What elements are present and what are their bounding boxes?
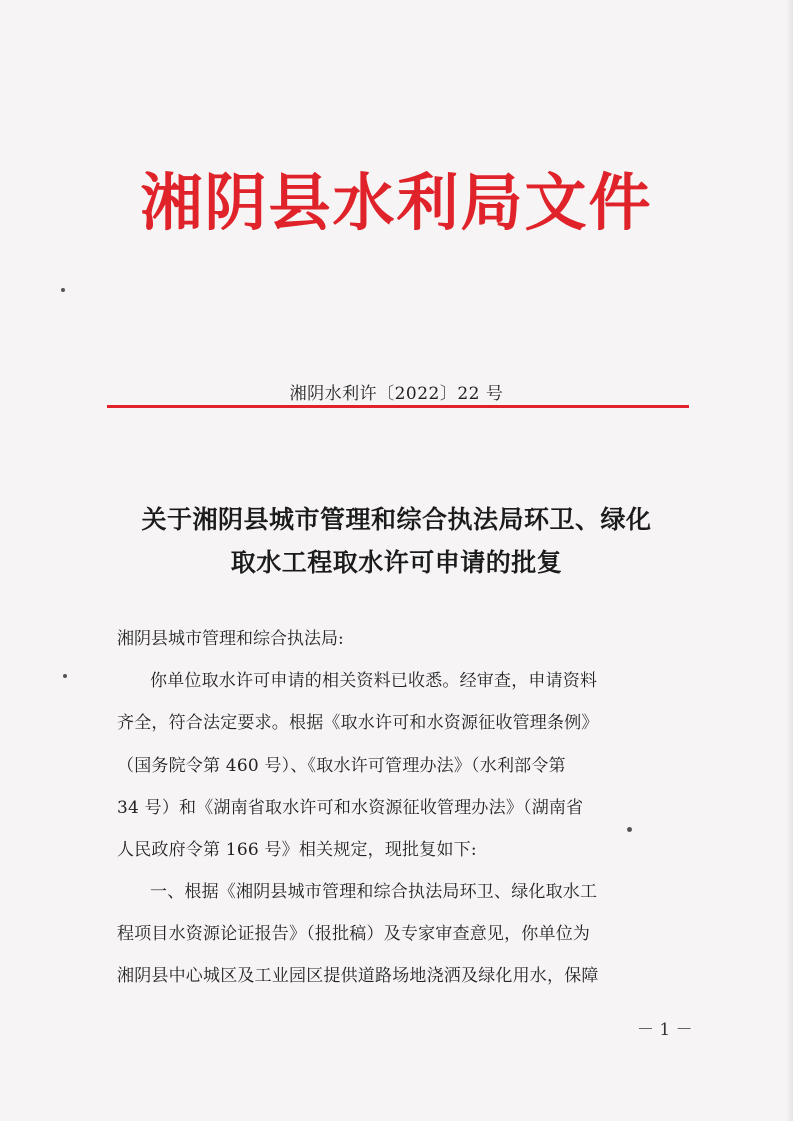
document-number: 湘阴水利许〔2022〕22 号 [289,384,504,404]
addressee: 湘阴县城市管理和综合执法局: [117,629,344,649]
body-line: 程项目水资源论证报告》（报批稿）及专家审查意见，你单位为 [117,924,591,944]
body-line: （国务院令第 460 号）、《取水许可管理办法》（水利部令第 [117,756,566,776]
body-line: 34 号）和《湖南省取水许可和水资源征收管理办法》（湖南省 [117,798,584,818]
body-line: 你单位取水许可申请的相关资料已收悉。经审查，申请资料 [150,671,598,691]
page-edge-shadow [785,0,793,1121]
subject-line-2: 取水工程取水许可申请的批复 [230,548,563,577]
body-line: 齐全，符合法定要求。根据《取水许可和水资源征收管理条例》 [117,713,599,733]
red-divider-line [107,405,689,408]
page-number: － 1 － [637,1020,693,1040]
scan-speck [61,288,65,292]
scan-speck [63,674,67,678]
scan-speck [627,827,632,832]
issuing-authority-header: 湘阴县水利局文件 [140,166,653,239]
subject-line-1: 关于湘阴县城市管理和综合执法局环卫、绿化 [141,505,652,534]
body-line: 湘阴县中心城区及工业园区提供道路场地浇洒及绿化用水，保障 [117,966,599,986]
body-line: 一、根据《湘阴县城市管理和综合执法局环卫、绿化取水工 [150,882,598,902]
body-line: 人民政府令第 166 号》相关规定，现批复如下: [117,840,477,860]
